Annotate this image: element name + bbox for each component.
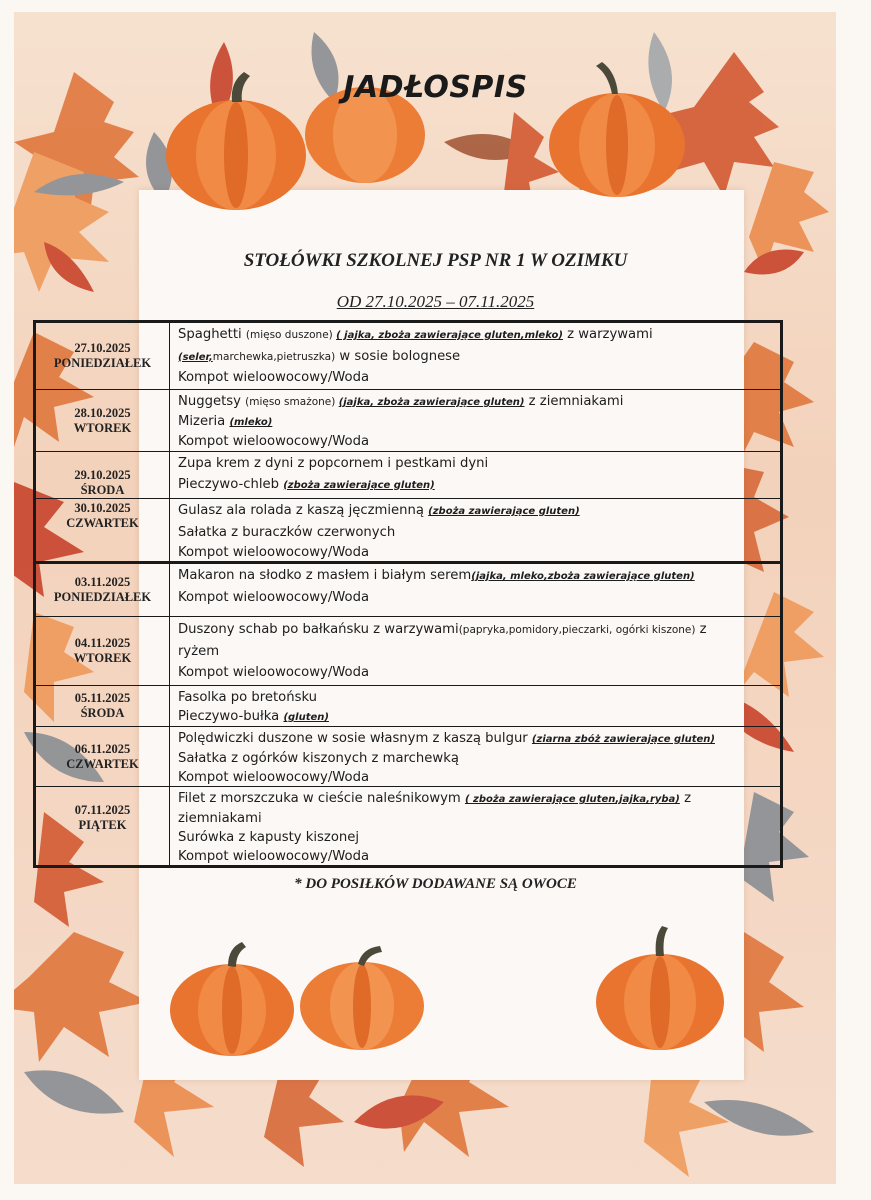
- school-name: STOŁÓWKI SZKOLNEJ PSP NR 1 W OZIMKU: [243, 250, 628, 271]
- meal-text: z: [679, 791, 692, 806]
- day-weekday: PONIEDZIAŁEK: [53, 356, 152, 370]
- day-cell: [36, 452, 170, 498]
- day-date: 29.10.2025: [74, 468, 131, 482]
- meal-list: [178, 501, 774, 564]
- meal-note: (mięso smażone): [245, 396, 339, 408]
- footer-note: * DO POSIŁKÓW DODAWANE SĄ OWOCE: [294, 876, 577, 892]
- page-title: JADŁOSPIS: [343, 70, 528, 105]
- date-range: OD 27.10.2025 – 07.11.2025: [336, 292, 535, 311]
- meal-list: [178, 789, 774, 866]
- meal-text: Polędwiczki duszone w sosie własnym z kaszą bulgur: [178, 731, 532, 746]
- day-date: 28.10.2025: [74, 405, 131, 420]
- meal-drink: Kompot wieloowocowy/Woda: [178, 770, 370, 785]
- meal-note: (papryka,pomidory,pieczarki, ogórki kiszone): [458, 624, 696, 636]
- menu-row: [36, 617, 780, 686]
- meal-text: Mizeria: [178, 414, 230, 429]
- meal-drink: Kompot wieloowocowy/Woda: [178, 545, 370, 560]
- meal-text: Spaghetti: [178, 327, 246, 342]
- menu-row: [36, 686, 780, 727]
- allergen-note: ( zboża zawierające gluten,jajka,ryba): [464, 794, 680, 805]
- meal-text: Duszony schab po bałkańsku z warzywami: [178, 622, 459, 637]
- day-weekday: ŚRODA: [80, 483, 125, 497]
- meal-note: marchewka,pietruszka): [212, 350, 336, 363]
- day-cell: [36, 390, 170, 451]
- day-weekday: CZWARTEK: [66, 756, 139, 771]
- meal-text: Surówka z kapusty kiszonej: [178, 830, 360, 845]
- meal-list: [178, 392, 774, 451]
- allergen-note: ( jajka, zboża zawierające gluten,mleko): [336, 330, 563, 341]
- meal-text: z warzywami: [562, 327, 653, 342]
- meal-note: (mięso duszone): [245, 329, 337, 341]
- day-cell: [36, 323, 170, 389]
- day-weekday: ŚRODA: [80, 706, 125, 720]
- allergen-note: (gluten): [283, 712, 329, 723]
- meal-list: [178, 619, 774, 683]
- day-cell: [36, 617, 170, 685]
- meal-drink: Kompot wieloowocowy/Woda: [178, 665, 370, 680]
- meal-text: Zupa krem z dyni z popcornem i pestkami dyni: [178, 456, 489, 471]
- meal-drink: Kompot wieloowocowy/Woda: [178, 434, 370, 449]
- day-weekday: CZWARTEK: [66, 516, 139, 530]
- meal-list: [178, 454, 774, 496]
- day-date: 07.11.2025: [74, 803, 131, 817]
- day-cell: [36, 686, 170, 726]
- menu-row: [36, 452, 780, 499]
- allergen-note: (mleko): [229, 417, 273, 428]
- meal-text: Filet z morszczuka w cieście naleśnikowym: [178, 791, 465, 806]
- day-date: 05.11.2025: [74, 691, 131, 705]
- meal-text: Fasolka po bretońsku: [178, 690, 318, 705]
- day-weekday: PONIEDZIAŁEK: [53, 590, 152, 604]
- pumpkin-icon: [300, 946, 424, 1050]
- meal-list: [178, 729, 774, 787]
- day-date: 04.11.2025: [74, 636, 131, 650]
- meal-text: ziemniakami: [178, 811, 262, 826]
- meal-text: Sałatka z buraczków czerwonych: [178, 524, 396, 540]
- day-date: 27.10.2025: [74, 341, 131, 355]
- meal-list: [178, 688, 774, 727]
- meal-text: Nuggetsy: [178, 394, 246, 409]
- meal-text: Makaron na słodko z masłem i białym serem: [178, 568, 472, 583]
- day-cell: [36, 564, 170, 616]
- allergen-note: (zboża zawierające gluten): [428, 506, 580, 517]
- meal-text: Pieczywo-chleb: [178, 476, 284, 492]
- meal-text: w sosie bolognese: [335, 348, 461, 364]
- meal-list: [178, 325, 774, 389]
- meal-text: z: [695, 622, 707, 637]
- meal-text: z ziemniakami: [524, 394, 624, 409]
- day-date: 03.11.2025: [74, 575, 131, 589]
- day-cell: [36, 727, 170, 786]
- menu-row: [36, 787, 780, 865]
- meal-text: ryżem: [178, 644, 220, 659]
- meal-drink: Kompot wieloowocowy/Woda: [178, 589, 370, 605]
- day-date: 06.11.2025: [74, 741, 131, 756]
- day-weekday: PIĄTEK: [78, 818, 127, 832]
- allergen-note: (ziarna zbóż zawierające gluten): [531, 734, 715, 745]
- meal-drink: Kompot wieloowocowy/Woda: [178, 849, 370, 864]
- day-date: 30.10.2025: [74, 501, 131, 515]
- menu-table: [33, 320, 783, 868]
- day-weekday: WTOREK: [73, 651, 132, 665]
- meal-text: Gulasz ala rolada z kaszą jęczmienną: [178, 503, 429, 518]
- allergen-note: (jajka, mleko,zboża zawierające gluten): [471, 571, 695, 582]
- pumpkin-icon: [596, 926, 724, 1050]
- meal-text: Pieczywo-bułka: [178, 709, 284, 724]
- pumpkin-icon: [170, 942, 294, 1056]
- day-weekday: WTOREK: [73, 420, 132, 435]
- menu-row: [36, 323, 780, 390]
- allergen-note: (seler,: [178, 351, 213, 363]
- menu-row: [36, 562, 780, 617]
- meal-list: [178, 566, 774, 608]
- meal-drink: Kompot wieloowocowy/Woda: [178, 370, 370, 385]
- menu-row: [36, 727, 780, 787]
- allergen-note: (zboża zawierające gluten): [283, 479, 435, 491]
- day-cell: [36, 787, 170, 865]
- meal-text: Sałatka z ogórków kiszonych z marchewką: [178, 751, 459, 766]
- menu-row: [36, 499, 780, 562]
- day-cell: [36, 499, 170, 561]
- allergen-note: (jajka, zboża zawierające gluten): [338, 397, 525, 408]
- menu-row: [36, 390, 780, 452]
